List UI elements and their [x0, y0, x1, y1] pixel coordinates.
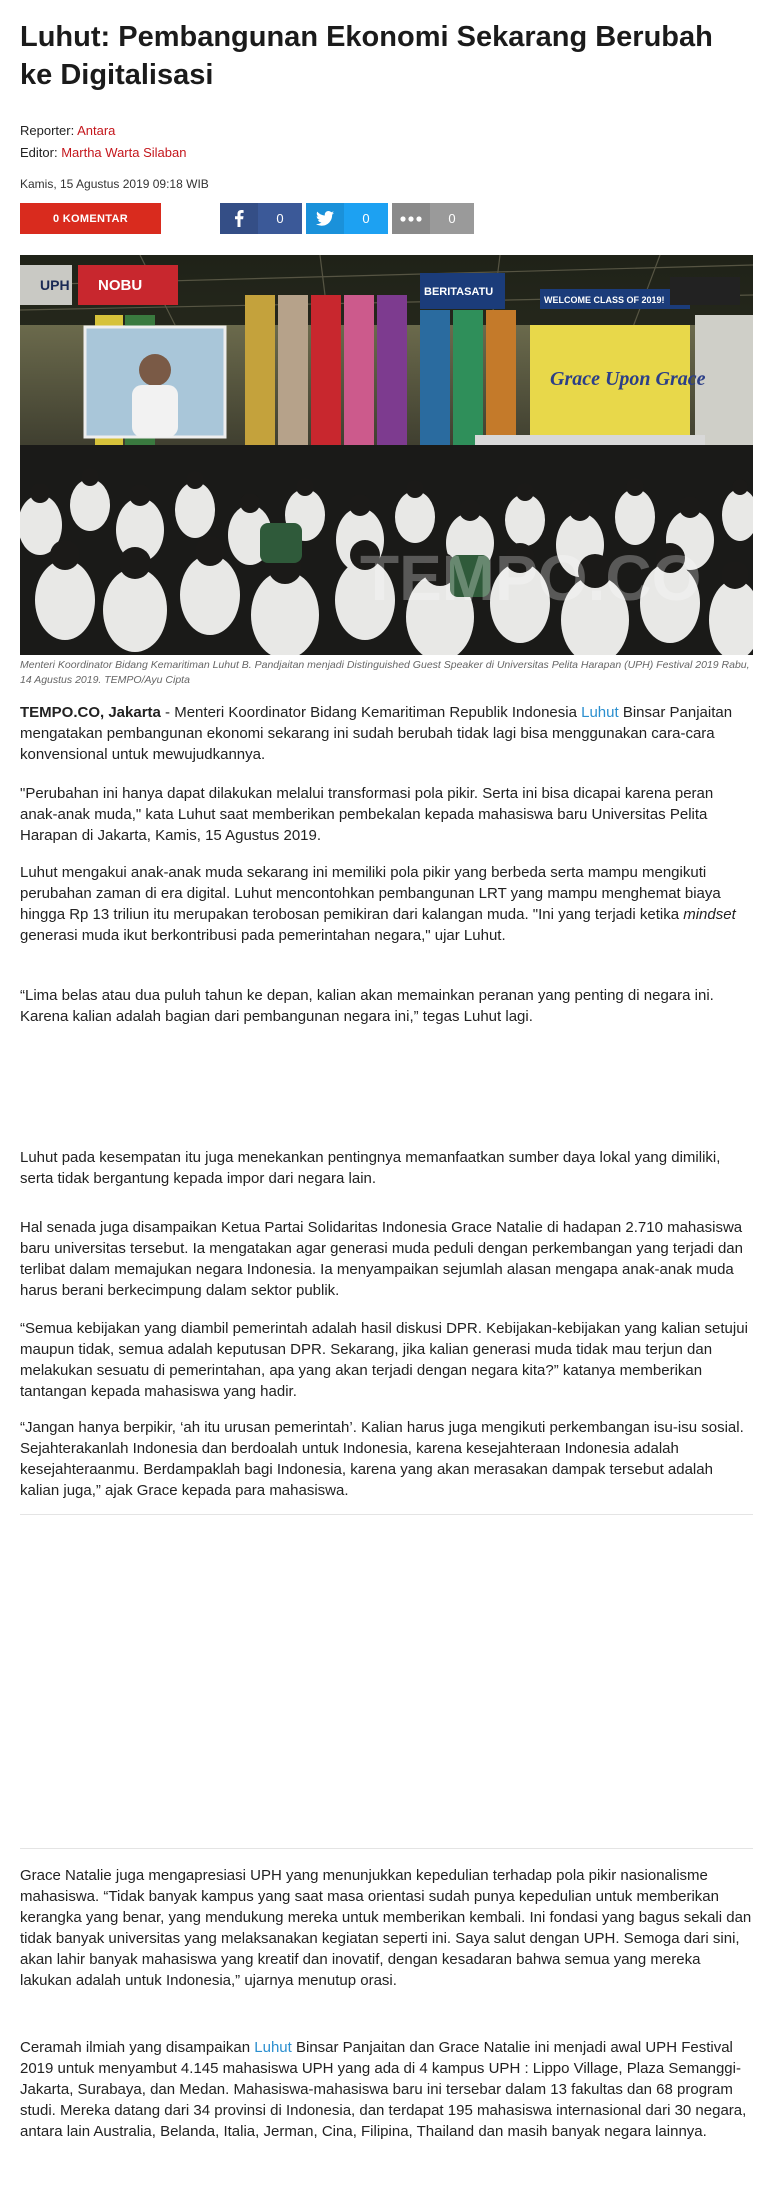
twitter-count: 0 — [362, 211, 370, 226]
facebook-count: 0 — [276, 211, 284, 226]
reporter-label: Reporter: — [20, 123, 75, 138]
editor-line — [20, 145, 186, 160]
banner-welcome: WELCOME CLASS OF 2019! — [544, 295, 665, 305]
facebook-share-button[interactable] — [220, 203, 302, 234]
more-share-button[interactable] — [392, 203, 474, 234]
article-photo — [20, 255, 753, 655]
comment-button[interactable]: 0 KOMENTAR — [20, 203, 161, 234]
editor-label: Editor: — [20, 145, 58, 160]
paragraph-1: TEMPO.CO, Jakarta - Menteri Koordinator Bidang Kemaritiman Republik Indonesia Luhut Binsar Panjaitan mengatakan pembangunan ekonomi sekarang ini sudah berubah tidak lagi bisa menggunakan cara-cara konvensional untuk mewujudkannya. — [20, 704, 733, 763]
paragraph-5: Luhut pada kesempatan itu juga menekankan pentingnya memanfaatkan sumber daya lokal yang dimiliki, serta tidak bergantung kepada impor dari negara lain. — [20, 1149, 721, 1187]
paragraph-2: "Perubahan ini hanya dapat dilakukan melalui transformasi pola pikir. Serta ini bisa dicapai karena peran anak-anak muda," kata Luhut saat memberikan pembekalan kepada mahasiswa baru Universitas Pelita Harapan di Jakarta, Kamis, 15 Agustus 2019. — [20, 785, 714, 844]
editor-link[interactable]: Martha Warta Silaban — [61, 145, 187, 160]
source-label: TEMPO.CO, Jakarta — [20, 704, 161, 721]
twitter-share-button[interactable] — [306, 203, 388, 234]
more-share-count: 0 — [448, 211, 456, 226]
twitter-icon — [306, 203, 344, 234]
paragraph-6: Hal senada juga disampaikan Ketua Partai Solidaritas Indonesia Grace Natalie di hadapan 2.710 mahasiswa baru universitas tersebut. Ia mengatakan agar generasi muda peduli dengan perkembangan yang terjadi dan terlibat dalam memajukan negara Indonesia. Ia menyampaikan sejumlah alasan mengapa anak-anak muda harus berani berkecimpung dalam sektor publik. — [20, 1219, 743, 1299]
banner-grace: Grace Upon Grace — [550, 368, 706, 390]
tag-link-luhut-2[interactable]: Luhut — [254, 2039, 292, 2056]
event-photo-illustration — [20, 255, 753, 655]
photo-watermark: TEMPO.CO — [360, 542, 702, 614]
paragraph-7: “Semua kebijakan yang diambil pemerintah adalah hasil diskusi DPR. Kebijakan-kebijakan yang kalian setujui maupun tidak, semua adalah keputusan DPR. Sekarang, jika kalian generasi muda tidak mau terjun dan melakukan sesuatu di pemerintahan, apa yang akan terjadi dengan negara kita?” katanya memberikan tantangan kepada mahasiswa yang hadir. — [20, 1320, 748, 1400]
article-title: Luhut: Pembangunan Ekonomi Sekarang Berubah ke Digitalisasi — [20, 21, 713, 91]
banner-nobu: NOBU — [98, 277, 143, 294]
paragraph-8: “Jangan hanya berpikir, ‘ah itu urusan pemerintah’. Kalian harus juga mengikuti perkembangan isu-isu sosial. Sejahterakanlah Indonesia dan berdoalah untuk Indonesia, karena kesejahteraan Indonesia adalah kesejahteraanmu. Berdampaklah bagi Indonesia, karena yang akan merasakan dampak tersebut adalah kalian juga,” ajak Grace kepada para mahasiswa. — [20, 1419, 744, 1499]
ad-divider-top — [20, 1514, 753, 1515]
paragraph-4: “Lima belas atau dua puluh tahun ke depan, kalian akan memainkan peranan yang penting di negara ini. Karena kalian adalah bagian dari pembangunan negara ini,” tegas Luhut lagi. — [20, 987, 714, 1025]
paragraph-3: Luhut mengakui anak-anak muda sekarang ini memiliki pola pikir yang berbeda serta mampu mengikuti perubahan zaman di era digital. Luhut mencontohkan pembangunan LRT yang mampu menghemat biaya hingga Rp 13 triliun itu merupakan terobosan pemikiran dari kalangan muda. "Ini yang terjadi ketika mindset generasi muda ikut berkontribusi pada pemerintahan negara," ujar Luhut. — [20, 864, 736, 944]
publish-date: Kamis, 15 Agustus 2019 09:18 WIB — [20, 177, 209, 191]
facebook-icon — [220, 203, 258, 234]
banner-uph: UPH — [40, 277, 70, 293]
reporter-line — [20, 123, 115, 138]
banner-beritasatu: BERITASATU — [424, 286, 494, 298]
tag-link-luhut[interactable]: Luhut — [581, 704, 619, 721]
reporter-link[interactable]: Antara — [77, 123, 116, 138]
more-dots-icon — [392, 203, 430, 234]
ad-divider-bottom — [20, 1848, 753, 1849]
paragraph-10: Ceramah ilmiah yang disampaikan Luhut Binsar Panjaitan dan Grace Natalie ini menjadi awal UPH Festival 2019 untuk menyambut 4.145 mahasiswa UPH yang ada di 4 kampus UPH : Lippo Village, Plaza Semanggi-Jakarta, Surabaya, dan Medan. Mahasiswa-mahasiswa baru ini tersebar dalam 13 fakultas dan 68 program studi. Mereka datang dari 34 provinsi di Indonesia, dan terdapat 195 mahasiswa internasional dari 30 negara, antara lain Australia, Belanda, Italia, Jerman, Cina, Filipina, Thailand dan masih banyak negara lainnya. — [20, 2039, 747, 2140]
paragraph-9: Grace Natalie juga mengapresiasi UPH yang menunjukkan kepedulian terhadap pola pikir nasionalisme mahasiswa. “Tidak banyak kampus yang saat masa orientasi sudah punya kepedulian untuk memberikan kerangka yang benar, yang mendukung mereka untuk memberikan kembali. Ini fondasi yang bagus sekali dan tidak banyak universitas yang melaksanakan kegiatan seperti ini. Saya salut dengan UPH. Semoga dari sini, akan lahir banyak mahasiswa yang kreatif dan inovatif, dengan kesadaran bahwa semua yang mereka lakukan adalah untuk Indonesia,” ujarnya menutup orasi. — [20, 1867, 752, 1989]
photo-caption: Menteri Koordinator Bidang Kemaritiman Luhut B. Pandjaitan menjadi Distinguished Guest Speaker di Universitas Pelita Harapan (UPH) Festival 2019 Rabu, 14 Agustus 2019. TEMPO/Ayu Cipta — [20, 659, 750, 686]
